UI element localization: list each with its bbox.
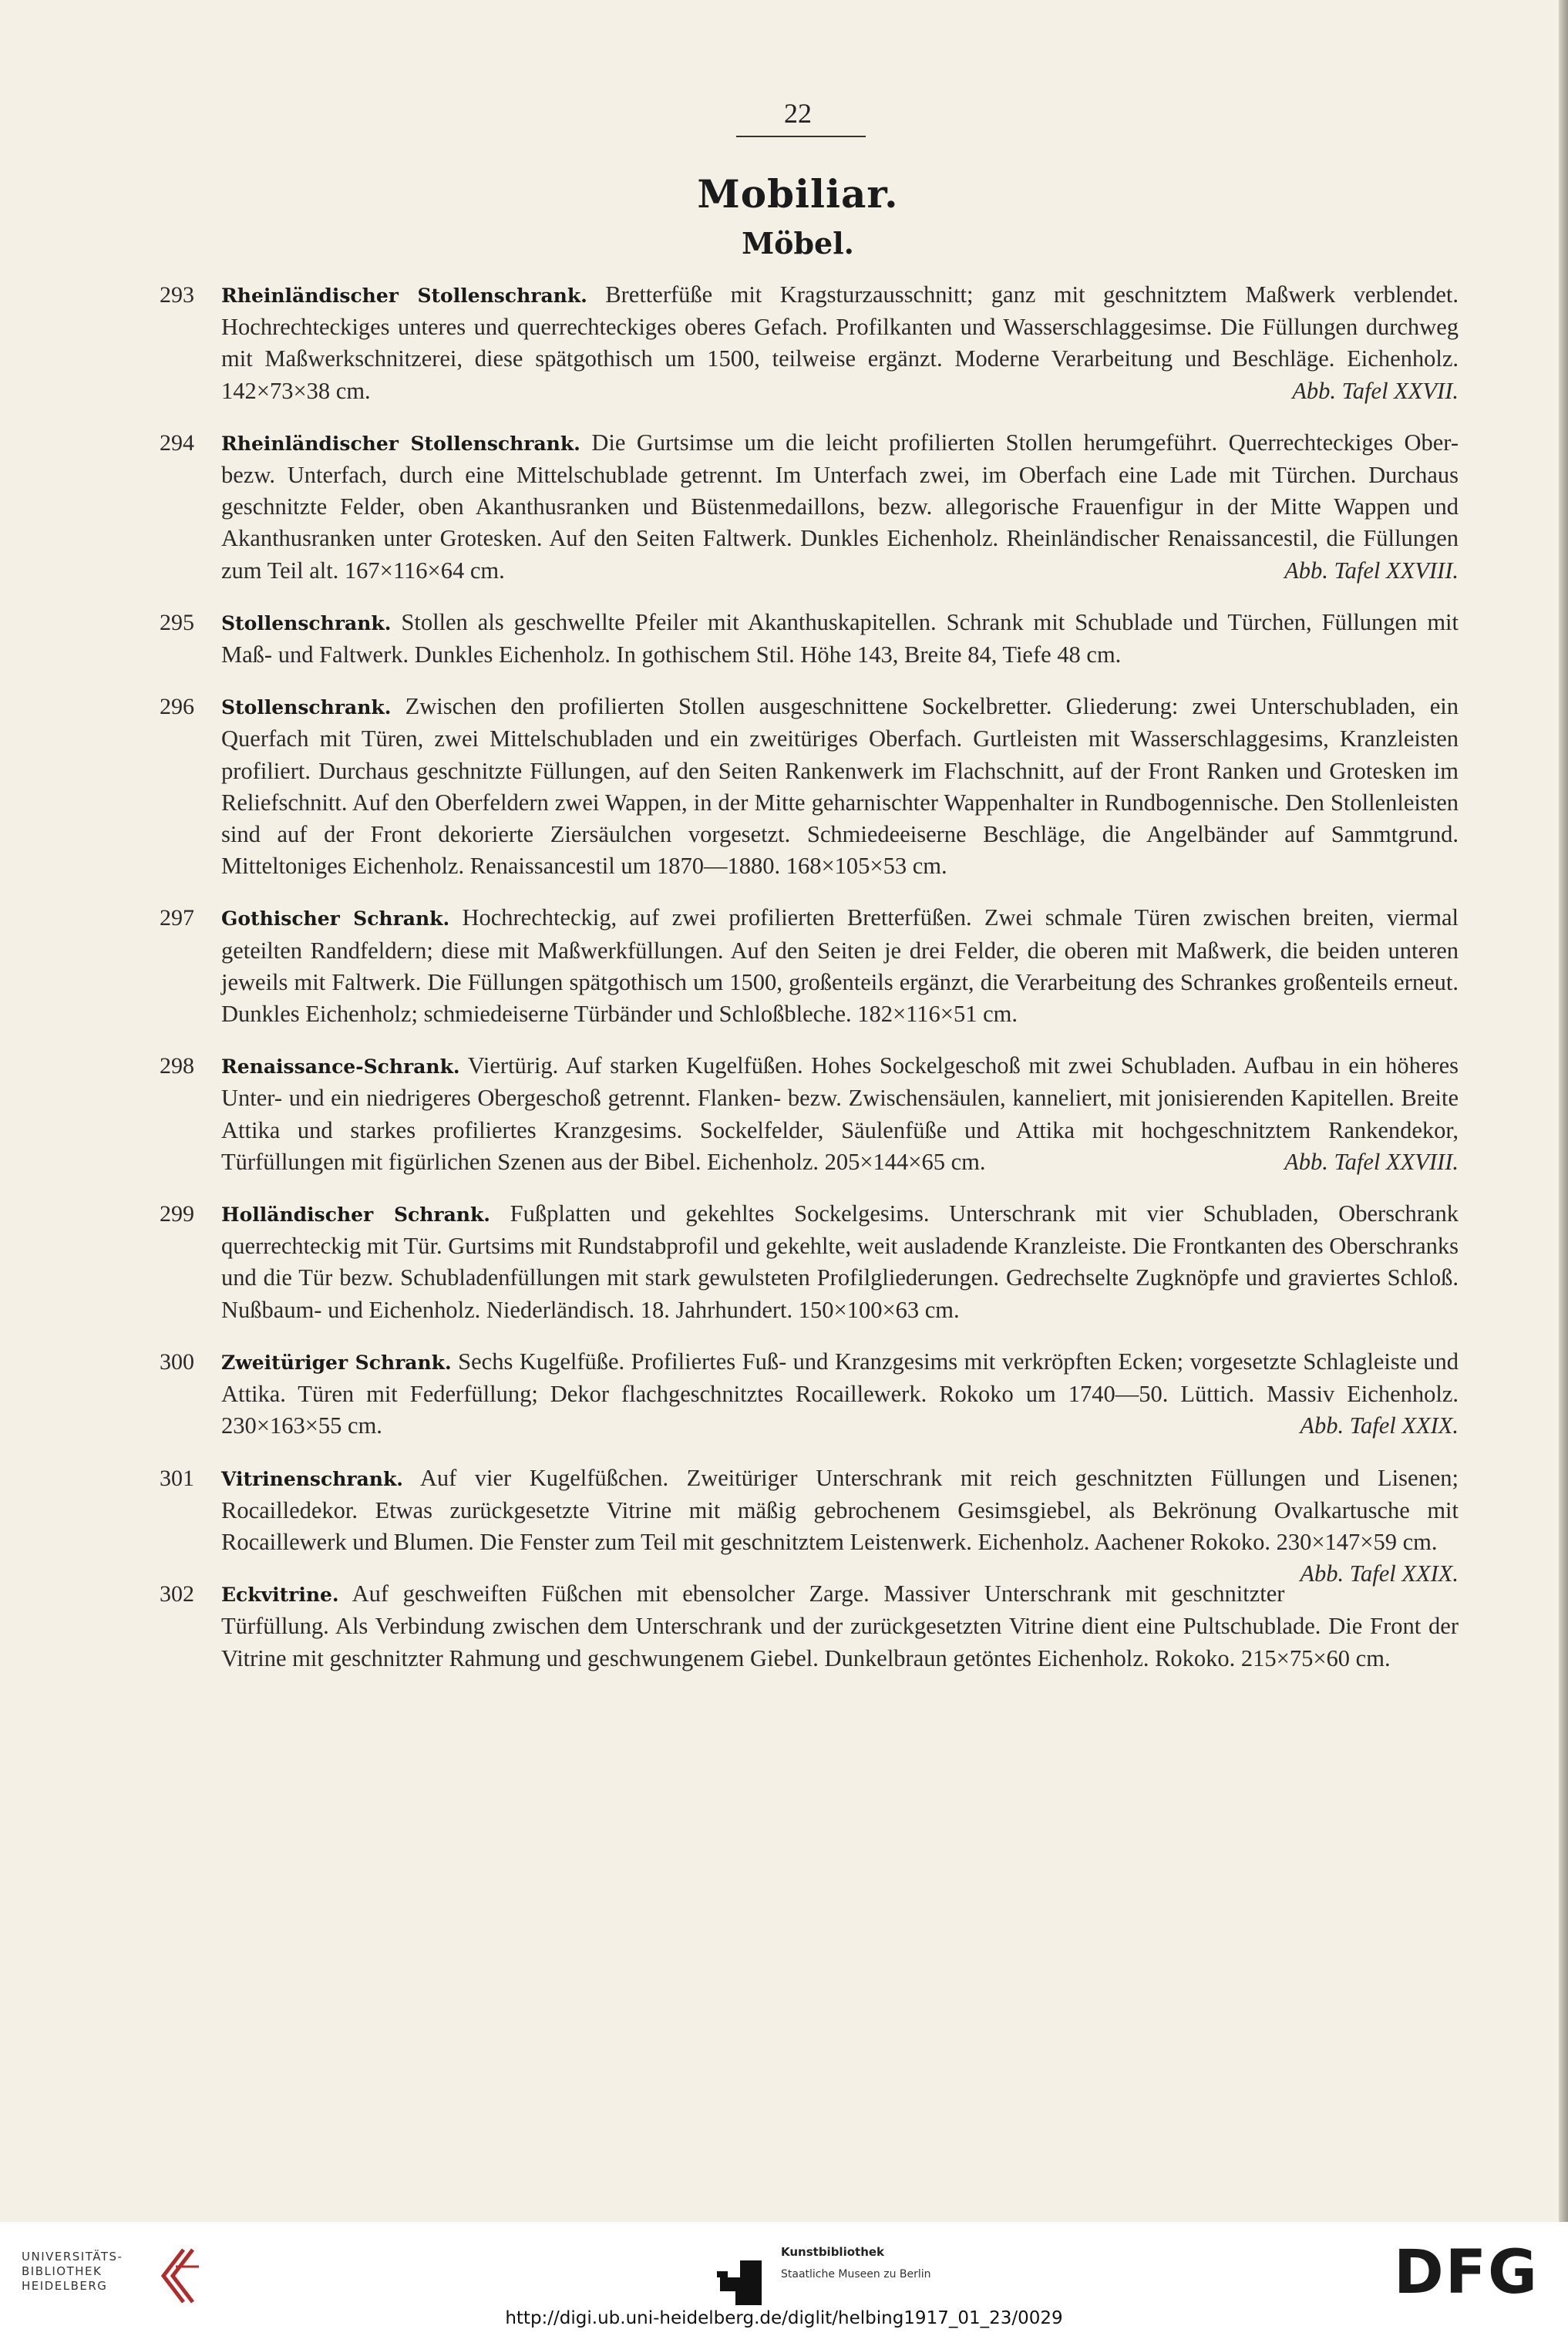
section-subtitle: Möbel. (742, 226, 854, 261)
dfg-logo[interactable] (1394, 2245, 1548, 2299)
page-number: 22 (784, 98, 812, 129)
section-title: Mobiliar. (697, 171, 899, 217)
entry-description: Auf geschweiften Füßchen mit ebensolcher Zarge. Massiver Unterschrank mit geschnitzter Türfüllung. Als Verbindung zwischen dem Unterschrank und der zurückgesetzten Vitrine dient eine Pultschublade. Die Front der Vitrine mit geschnitzter Rahmung und geschwungenem Giebel. Dunkelbraun getöntes Eichenholz. Rokoko. 215×75×60 cm. (221, 1580, 1459, 1671)
page-edge-shadow (1559, 0, 1568, 2222)
entry-number: 294 (160, 429, 194, 456)
entry-number: 296 (160, 694, 194, 720)
entry-body (221, 691, 1459, 882)
kunstbibliothek-title: Kunstbibliothek (781, 2245, 885, 2259)
catalog-entry-301 (160, 1463, 1459, 1587)
catalog-entry-294 (160, 427, 1459, 587)
entry-name: Holländischer Schrank. (221, 1203, 490, 1227)
catalog-entry-296 (160, 691, 1459, 882)
entry-name: Stollenschrank. (221, 696, 392, 719)
entry-body (221, 1346, 1459, 1442)
entry-plate-reference: Abb. Tafel XXVII. (1292, 377, 1459, 404)
heidelberg-mark-icon (153, 2245, 207, 2307)
entry-name: Renaissance-Schrank. (221, 1055, 460, 1079)
entry-plate-reference: Abb. Tafel XXIX. (1300, 1560, 1459, 1587)
dfg-logo-text: DFG (1394, 2245, 1539, 2299)
entry-description: Bretterfüße mit Kragsturzausschnitt; ganz mit geschnitztem Maßwerk verblendet. Hochrechteckiges unteres und querrechteckiges oberes Gefach. Profilkanten und Wasserschlaggesimse. Die Füllungen durchweg mit Maßwerkschnitzerei, diese spätgothisch um 1500, teilweise ergänzt. Moderne Verarbeitung und Beschläge. Eichenholz. 142×73×38 cm. (221, 281, 1459, 404)
entry-plate-reference: Abb. Tafel XXIX. (1300, 1412, 1459, 1439)
entry-name: Vitrinenschrank. (221, 1467, 403, 1490)
entry-number: 295 (160, 609, 194, 635)
kunstbibliothek-logo[interactable] (717, 2239, 948, 2308)
entry-name: Rheinländischer Stollenschrank. (221, 432, 580, 455)
entry-body (221, 902, 1459, 1030)
entry-number: 299 (160, 1201, 194, 1227)
kunstbibliothek-mark-icon (717, 2260, 762, 2305)
entry-body (221, 607, 1459, 671)
page-number-rule (736, 136, 866, 137)
catalog-entry-302 (160, 1578, 1459, 1675)
entry-body (221, 427, 1459, 587)
catalog-entry-295 (160, 607, 1459, 671)
catalog-entry-298 (160, 1050, 1459, 1178)
entry-description: Die Gurtsimse um die leicht profilierten Stollen herumgeführt. Querrechteckiges Ober- bezw. Unterfach, durch eine Mittelschublade getrennt. Im Unterfach zwei, im Oberfach eine Lade mit Türchen. Durchaus geschnitzte Felder, oben Akanthusranken und Büstenmedaillons, bezw. allegorische Frauenfigur in der Mitte Wappen und Akanthusranken unter Grotesken. Auf den Seiten Faltwerk. Dunkles Eichenholz. Rheinländischer Renaissancestil, die Füllungen zum Teil alt. 167×116×64 cm. (221, 429, 1459, 584)
entry-plate-reference: Abb. Tafel XXVIII. (1284, 1148, 1459, 1175)
entry-name: Stollenschrank. (221, 611, 392, 634)
entry-body (221, 1198, 1459, 1326)
entry-description: Sechs Kugelfüße. Profiliertes Fuß- und Kranzgesims mit verkröpften Ecken; vorgesetzte Schlagleiste und Attika. Türen mit Federfüllung; Dekor flachgeschnitztes Rocaillewerk. Rokoko um 1740—50. Lüttich. Massiv Eichenholz. 230×163×55 cm. (221, 1348, 1459, 1439)
catalog-entry-297 (160, 902, 1459, 1030)
catalog-entry-293 (160, 279, 1459, 407)
entry-number: 293 (160, 282, 194, 308)
entry-body (221, 1050, 1459, 1178)
entry-description: Fußplatten und gekehltes Sockelgesims. Unterschrank mit vier Schubladen, Oberschrank querrechteckig mit Tür. Gurtsims mit Rundstabprofil und gekehlte, weit ausladende Kranzleiste. Die Frontkanten des Oberschranks und die Tür bezw. Schubladenfüllungen mit stark gewulsteten Profilgliederungen. Gedrechselte Zugknöpfe und graviertes Schloß. Nußbaum- und Eichenholz. Niederländisch. 18. Jahrhundert. 150×100×63 cm. (221, 1200, 1459, 1323)
entry-plate-reference: Abb. Tafel XXVIII. (1284, 557, 1459, 584)
entry-description: Viertürig. Auf starken Kugelfüßen. Hohes Sockelgeschoß mit zwei Schubladen. Aufbau in ein höheres Unter- und ein niedrigeres Obergeschoß getrennt. Flanken- bezw. Zwischensäulen, kanneliert, mit jonisierenden Kapitellen. Breite Attika und starkes profiliertes Kranzgesims. Sockelfelder, Säulenfüße und Attika mit hochgeschnitztem Rankendekor, Türfüllungen mit figürlichen Szenen aus der Bibel. Eichenholz. 205×144×65 cm. (221, 1052, 1459, 1175)
entry-number: 298 (160, 1053, 194, 1079)
catalog-entry-300 (160, 1346, 1459, 1442)
entry-name: Eckvitrine. (221, 1584, 339, 1607)
entry-name: Gothischer Schrank. (221, 907, 450, 931)
kunstbibliothek-subtitle: Staatliche Museen zu Berlin (781, 2268, 931, 2280)
entry-description: Zwischen den profilierten Stollen ausgeschnittene Sockelbretter. Gliederung: zwei Unterschubladen, ein Querfach mit Türen, zwei Mittelschubladen und ein zweitüriges Oberfach. Gurtleisten mit Wasserschlaggesims, Kranzleisten profiliert. Durchaus geschnitzte Füllungen, auf den Seiten Rankenwerk im Flachschnitt, auf der Front Ranken und Grotesken im Reliefschnitt. Auf den Oberfeldern zwei Wappen, in der Mitte geharnischter Wappenhalter in Rundbogennische. Den Stollenleisten sind auf der Front dekorierte Ziersäulchen vorgesetzt. Schmiedeeiserne Beschläge, die Angelbänder auf Sammtgrund. Mitteltoniges Eichenholz. Renaissancestil um 1870—1880. 168×105×53 cm. (221, 693, 1459, 880)
entry-body (221, 1463, 1459, 1587)
catalog-entries (160, 279, 1459, 1695)
entry-description: Stollen als geschwellte Pfeiler mit Akanthuskapitellen. Schrank mit Schublade und Türchen, Füllungen mit Maß- und Faltwerk. Dunkles Eichenholz. In gothischem Stil. Höhe 143, Breite 84, Tiefe 48 cm. (221, 608, 1459, 668)
entry-number: 302 (160, 1581, 194, 1607)
heidelberg-university-library-logo[interactable] (22, 2245, 207, 2307)
entry-description: Auf vier Kugelfüßchen. Zweitüriger Unterschrank mit reich geschnitzten Füllungen und Lisenen; Rocailledekor. Etwas zurückgesetzte Vitrine mit mäßig gebrochenem Gesimsgiebel, als Bekrönung Ovalkartusche mit Rocaillewerk und Blumen. Die Fenster zum Teil mit geschnitztem Leistenwerk. Eichenholz. Aachener Rokoko. 230×147×59 cm. (221, 1464, 1459, 1555)
entry-number: 300 (160, 1348, 194, 1375)
document-url[interactable]: http://digi.ub.uni-heidelberg.de/diglit/helbing1917_01_23/0029 (505, 2308, 1063, 2328)
entry-number: 297 (160, 905, 194, 931)
catalog-entry-299 (160, 1198, 1459, 1326)
entry-name: Rheinländischer Stollenschrank. (221, 284, 587, 307)
entry-name: Zweitüriger Schrank. (221, 1351, 452, 1374)
entry-description: Hochrechteckig, auf zwei profilierten Bretterfüßen. Zwei schmale Türen zwischen breiten, viermal geteilten Randfeldern; diese mit Maßwerkfüllungen. Auf den Seiten je drei Felder, die oberen mit Maßwerk, die beiden unteren jeweils mit Faltwerk. Die Füllungen spätgothisch um 1500, großenteils ergänzt, die Verarbeitung des Schrankes großenteils erneut. Dunkles Eichenholz; schmiedeiserne Türbänder und Schloßbleche. 182×116×51 cm. (221, 904, 1459, 1028)
entry-number: 301 (160, 1465, 194, 1491)
heidelberg-logo-text: UNIVERSITÄTS- BIBLIOTHEK HEIDELBERG (22, 2250, 123, 2293)
entry-body (221, 1578, 1459, 1675)
entry-body (221, 279, 1459, 407)
